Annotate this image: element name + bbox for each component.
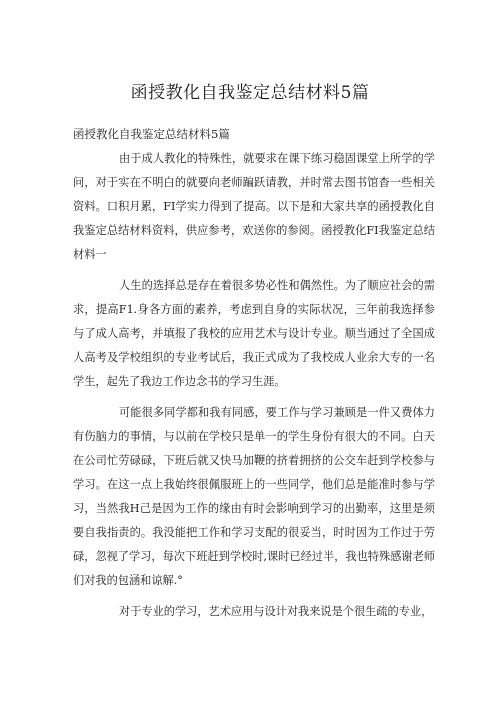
paragraph-2: 人生的选择总是存在着很多势必性和偶然性。为了顺应社会的需求，提高F1.身各方面的素养，考虑到自身的实际状况，三年前我选择参与了成人高考，并填报了我校的应用艺术与设计专业。顺当通过了全国成人高考及学校组织的专业考试后，我正式成为了我校成人业余大专的一名学生，起先了我边工作边念书的学习生涯。 [73,279,435,388]
document-subtitle: 函授教化自我鉴定总结材料5篇 [73,127,230,141]
paragraph-1: 由于成人教化的特殊性，就要求在课下练习稳固课堂上所学的学问，对于实在不明白的就要向老师蹁跃请教，并时常去图书馆杳一些相关资料。口积月累，FI学实力得到了提高。以下是和大家共享的函授教化自我鉴定总结材料资料，供应参考，欢送你的参阅。函授教化FI我鉴定总结材料一 [73,152,435,261]
paragraph-3: 可能很多同学都和我有同感，要工作与学习兼顾是一件又费体力有伤脑力的事情，与以前在学校只是单一的学生身份有很大的不同。白天在公司忙劳碌碌，下班后就又快马加鞭的挤着拥挤的公交车赶到学校参与学习。在这一点上我始终很佩服班上的一些同学，他们总是能准时参与学习，当然我H己是因为工作的缘由有时会影响到学习的出勤率，这里是须要自我指责的。我没能把工作和学习支配的很妥当，时时因为工作过于劳碌，忽视了学习，每次下班赶到学校时,课时已经过半，我也特殊感谢老师们对我的包涵和谅解.° [73,406,435,587]
document-title: 函授教化自我鉴定总结材料5篇 [130,83,370,103]
paragraph-4: 对于专业的学习，艺术应用与设计对我来说是个很生疏的专业， [119,605,433,618]
document-body [73,147,435,624]
